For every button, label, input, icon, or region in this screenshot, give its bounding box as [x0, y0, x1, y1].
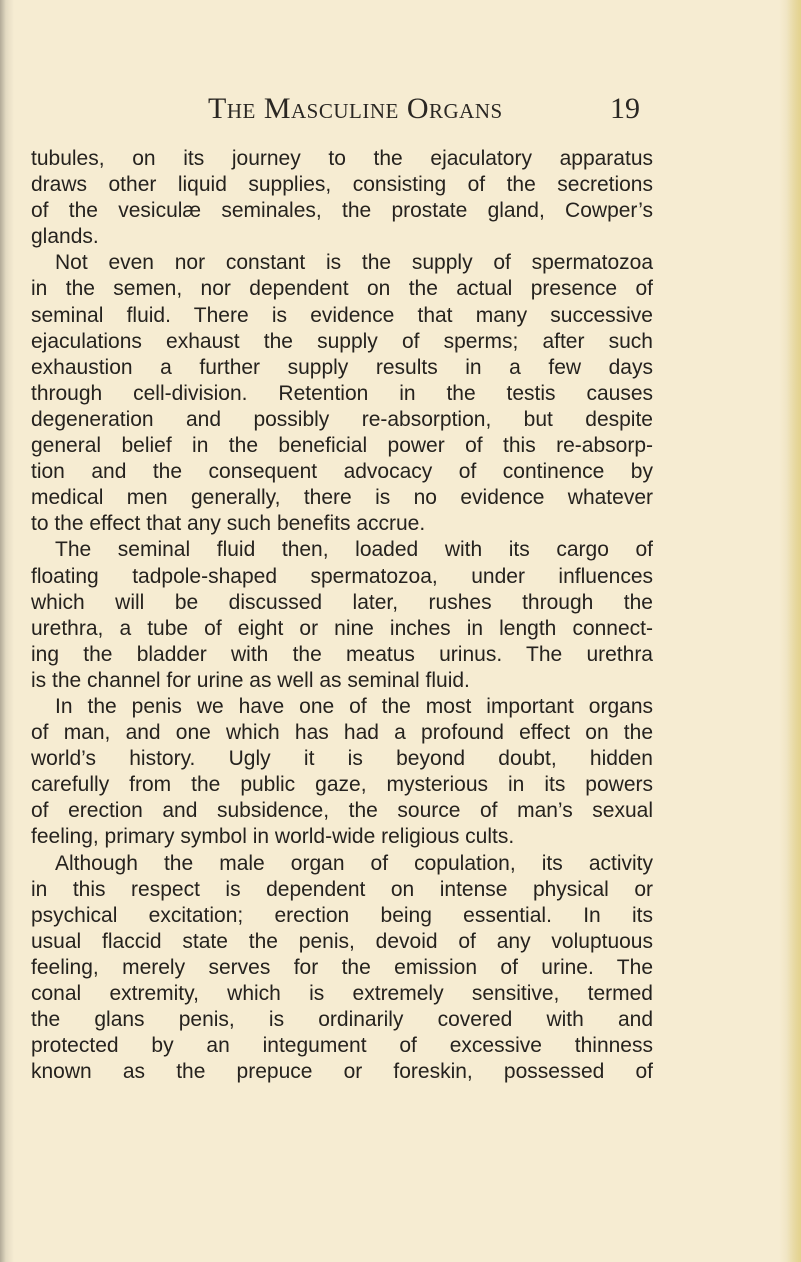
body-text	[31, 146, 653, 1085]
page-header	[208, 92, 668, 128]
text-line: draws other liquid supplies, consisting of the secretions	[31, 173, 653, 197]
text-line: world’s history. Ugly it is beyond doubt, hidden	[31, 747, 653, 771]
text-line: degeneration and possibly re-absorption, but despite	[31, 407, 653, 431]
text-line: in the semen, nor dependent on the actual presence of	[31, 277, 653, 301]
running-title: The Masculine Organs	[208, 92, 503, 125]
text-line: of erection and subsidence, the source of man’s sexual	[31, 799, 653, 823]
page-edge	[787, 0, 801, 1262]
text-line: of man, and one which has had a profound effect on the	[31, 721, 653, 745]
text-line: feeling, primary symbol in world-wide religious cults.	[31, 825, 515, 849]
text-line: ejaculations exhaust the supply of sperms; after such	[31, 329, 653, 353]
text-line: urethra, a tube of eight or nine inches in length connect-	[31, 616, 653, 640]
text-line: In the penis we have one of the most important organs	[55, 694, 653, 718]
text-line: usual flaccid state the penis, devoid of any voluptuous	[31, 929, 653, 953]
text-line: through cell-division. Retention in the testis causes	[31, 381, 653, 405]
text-line: psychical excitation; erection being essential. In its	[31, 903, 653, 927]
text-line: exhaustion a further supply results in a few days	[31, 355, 653, 379]
text-line: glands.	[31, 225, 99, 249]
text-line: feeling, merely serves for the emission of urine. The	[31, 955, 653, 979]
text-line: medical men generally, there is no evidence whatever	[31, 486, 653, 510]
text-line: of the vesiculæ seminales, the prostate gland, Cowper’s	[31, 199, 653, 223]
text-line: conal extremity, which is extremely sensitive, termed	[31, 982, 653, 1005]
text-line: carefully from the public gaze, mysterious in its powers	[31, 773, 653, 797]
text-line: Not even nor constant is the supply of spermatozoa	[55, 251, 653, 275]
text-line: protected by an integument of excessive thinness	[31, 1034, 653, 1058]
text-line: tion and the consequent advocacy of continence by	[31, 460, 653, 484]
text-line: Although the male organ of copulation, its activity	[55, 851, 653, 875]
text-line: floating tadpole-shaped spermatozoa, under influences	[31, 564, 653, 588]
text-line: is the channel for urine as well as seminal fluid.	[31, 668, 470, 692]
text-line: tubules, on its journey to the ejaculatory apparatus	[31, 147, 653, 170]
text-line: which will be discussed later, rushes through the	[31, 590, 653, 614]
text-line: known as the prepuce or foreskin, possessed of	[31, 1060, 653, 1084]
text-line: seminal fluid. There is evidence that many successive	[31, 303, 653, 327]
text-line: general belief in the beneficial power of this re-absorp-	[31, 434, 653, 458]
text-line: The seminal fluid then, loaded with its cargo of	[55, 538, 653, 562]
text-line: the glans penis, is ordinarily covered with and	[31, 1008, 653, 1032]
text-line: ing the bladder with the meatus urinus. The urethra	[31, 642, 653, 666]
text-line: in this respect is dependent on intense physical or	[31, 877, 653, 901]
page-number: 19	[610, 92, 640, 125]
text-line: to the effect that any such benefits accrue.	[31, 512, 426, 536]
